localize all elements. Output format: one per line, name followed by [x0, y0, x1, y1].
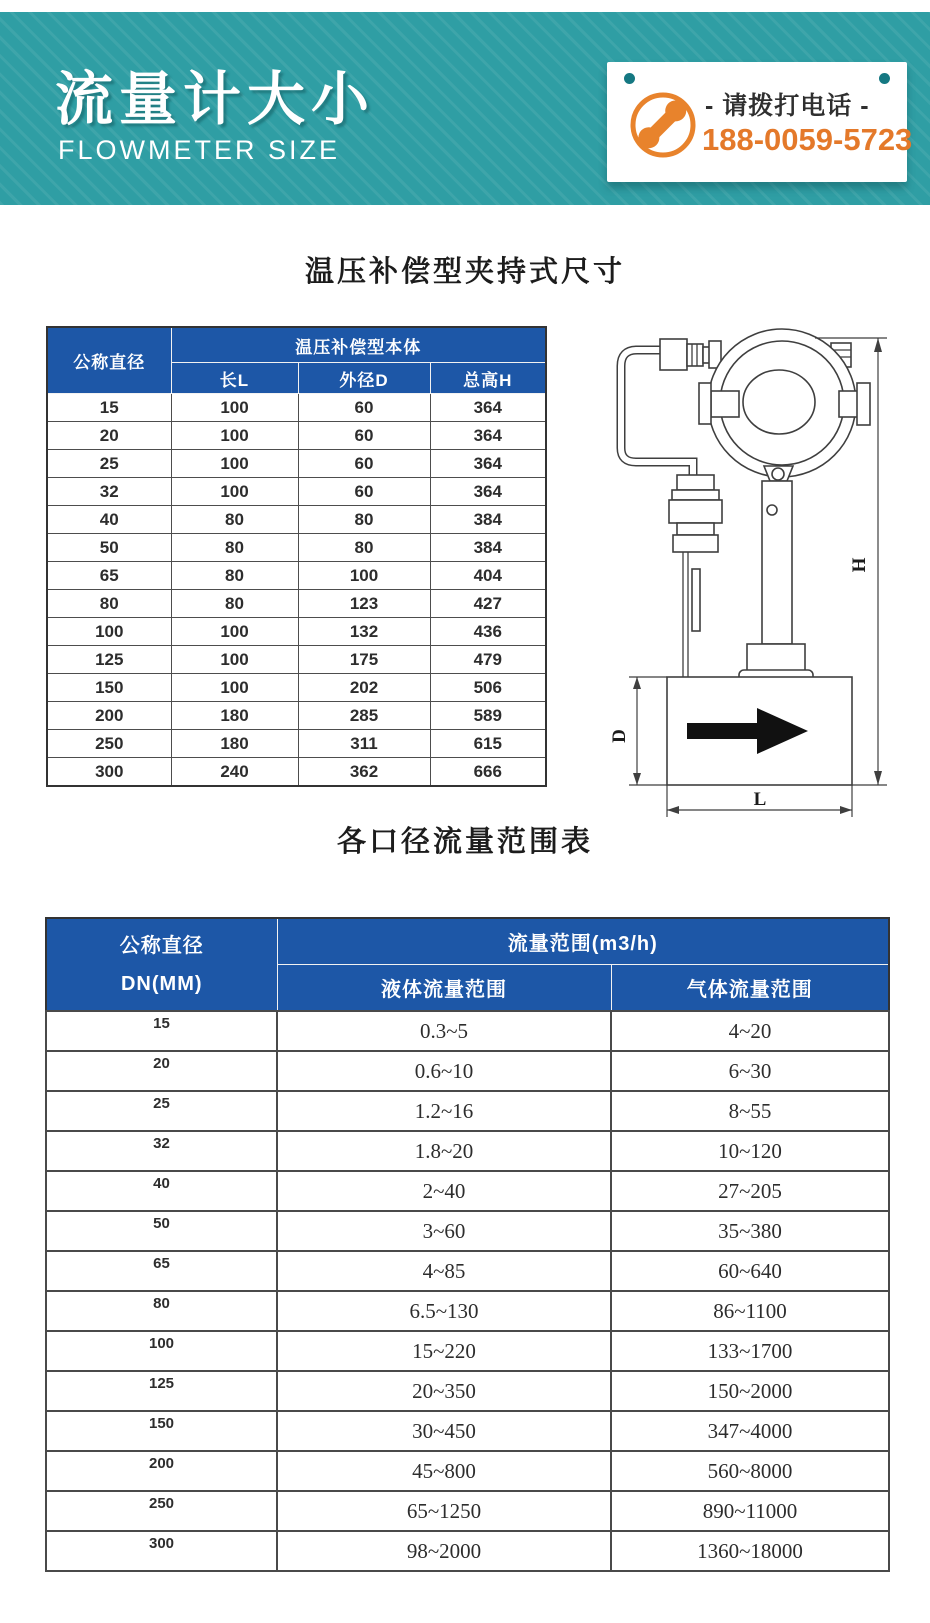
header-banner	[0, 12, 930, 205]
table-cell: 60~640	[611, 1251, 889, 1291]
phone-call-label: - 请拨打电话 -	[705, 92, 870, 120]
phone-number: 188-0059-5723	[702, 122, 913, 157]
table-cell: 666	[430, 758, 546, 787]
top-fitting	[660, 339, 721, 370]
table-cell: 100	[171, 618, 298, 646]
section2-title: 各口径流量范围表	[336, 826, 593, 858]
table-cell: 20~350	[277, 1371, 611, 1411]
table-cell: 100	[47, 618, 171, 646]
table-row	[47, 478, 546, 506]
table-cell: 40	[46, 1171, 277, 1211]
table-row	[47, 730, 546, 758]
table-row	[47, 422, 546, 450]
table-cell: 890~11000	[611, 1491, 889, 1531]
table-cell: 6.5~130	[277, 1291, 611, 1331]
table-cell: 362	[298, 758, 430, 787]
table-cell: 60	[298, 422, 430, 450]
dimension-d-label: D	[609, 729, 630, 743]
table-row	[46, 1251, 889, 1291]
table-cell: 200	[46, 1451, 277, 1491]
table-cell: 80	[298, 506, 430, 534]
phone-icon	[627, 89, 699, 161]
table-cell: 30~450	[277, 1411, 611, 1451]
table-row	[46, 1331, 889, 1371]
table-cell: 0.3~5	[277, 1011, 611, 1051]
table-cell: 60	[298, 478, 430, 506]
section1-title: 温压补偿型夹持式尺寸	[304, 256, 625, 288]
table-row	[46, 1411, 889, 1451]
table-cell: 32	[47, 478, 171, 506]
table-row	[47, 618, 546, 646]
table-cell: 100	[298, 562, 430, 590]
table-cell: 80	[47, 590, 171, 618]
col-header-gas-range: 气体流量范围	[611, 965, 889, 1012]
table-cell: 4~20	[611, 1011, 889, 1051]
table-cell: 150	[47, 674, 171, 702]
table-cell: 384	[430, 534, 546, 562]
table-cell: 347~4000	[611, 1411, 889, 1451]
table-cell: 250	[47, 730, 171, 758]
table-cell: 364	[430, 394, 546, 422]
dimension-l	[667, 785, 852, 817]
table-cell: 50	[46, 1211, 277, 1251]
table-cell: 427	[430, 590, 546, 618]
table-row	[47, 702, 546, 730]
table-cell: 25	[47, 450, 171, 478]
table-row	[46, 1091, 889, 1131]
table-cell: 100	[171, 394, 298, 422]
table-cell: 364	[430, 422, 546, 450]
col-header-nominal-diameter: 公称直径	[47, 327, 171, 394]
table-cell: 240	[171, 758, 298, 787]
table-cell: 133~1700	[611, 1331, 889, 1371]
table-cell: 150	[46, 1411, 277, 1451]
table-cell: 175	[298, 646, 430, 674]
table-cell: 123	[298, 590, 430, 618]
table-cell: 364	[430, 478, 546, 506]
dimensions-table	[46, 326, 547, 787]
table-row	[47, 562, 546, 590]
col-header-liquid-range: 液体流量范围	[277, 965, 611, 1012]
table-cell: 200	[47, 702, 171, 730]
table-row	[46, 1491, 889, 1531]
table-cell: 15	[47, 394, 171, 422]
table-cell: 100	[171, 646, 298, 674]
table-row	[47, 674, 546, 702]
table-cell: 2~40	[277, 1171, 611, 1211]
table-cell: 80	[298, 534, 430, 562]
table-cell: 35~380	[611, 1211, 889, 1251]
table-cell: 180	[171, 730, 298, 758]
table-cell: 125	[46, 1371, 277, 1411]
table-row	[47, 450, 546, 478]
col-header-dn-line2: DN(MM)	[120, 972, 203, 995]
table-cell: 615	[430, 730, 546, 758]
table-cell: 180	[171, 702, 298, 730]
table-cell: 100	[171, 674, 298, 702]
table-cell: 0.6~10	[277, 1051, 611, 1091]
col-header-total-height: 总高H	[430, 363, 546, 394]
table-cell: 80	[171, 506, 298, 534]
col-header-outer-diameter: 外径D	[298, 363, 430, 394]
table-cell: 1360~18000	[611, 1531, 889, 1571]
dimension-d	[609, 677, 667, 785]
pin-dot-right	[879, 73, 890, 84]
table-cell: 506	[430, 674, 546, 702]
table-cell: 100	[171, 478, 298, 506]
table-cell: 25	[46, 1091, 277, 1131]
table-cell: 60	[298, 450, 430, 478]
table-cell: 65	[47, 562, 171, 590]
table-cell: 150~2000	[611, 1371, 889, 1411]
col-header-body-group: 温压补偿型本体	[171, 327, 546, 363]
table-cell: 80	[171, 562, 298, 590]
table-cell: 560~8000	[611, 1451, 889, 1491]
table-cell: 80	[171, 534, 298, 562]
table-cell: 300	[46, 1531, 277, 1571]
table-row	[46, 1131, 889, 1171]
table-cell: 8~55	[611, 1091, 889, 1131]
flow-range-table	[45, 917, 890, 1572]
table-cell: 479	[430, 646, 546, 674]
dimension-l-label: L	[753, 789, 767, 810]
table-cell: 202	[298, 674, 430, 702]
table-cell: 80	[171, 590, 298, 618]
table-cell: 40	[47, 506, 171, 534]
meter-body	[667, 677, 852, 785]
table-cell: 300	[47, 758, 171, 787]
phone-card	[607, 62, 913, 182]
col-header-length: 长L	[171, 363, 298, 394]
table-cell: 404	[430, 562, 546, 590]
table-cell: 60	[298, 394, 430, 422]
table-cell: 6~30	[611, 1051, 889, 1091]
stem	[739, 466, 813, 687]
dimension-h-label: H	[849, 557, 870, 573]
table-row	[46, 1291, 889, 1331]
transmitter-head	[699, 329, 870, 477]
table-row	[46, 1531, 889, 1571]
table-cell: 98~2000	[277, 1531, 611, 1571]
table-row	[47, 394, 546, 422]
table-cell: 311	[298, 730, 430, 758]
table-cell: 250	[46, 1491, 277, 1531]
table-cell: 3~60	[277, 1211, 611, 1251]
table-cell: 1.2~16	[277, 1091, 611, 1131]
page-title: 流量计大小	[55, 67, 376, 132]
table-cell: 100	[171, 450, 298, 478]
table-row	[46, 1211, 889, 1251]
table-cell: 364	[430, 450, 546, 478]
table-cell: 80	[46, 1291, 277, 1331]
table-row	[47, 590, 546, 618]
table-row	[47, 758, 546, 787]
table-cell: 4~85	[277, 1251, 611, 1291]
table-cell: 86~1100	[611, 1291, 889, 1331]
table-cell: 125	[47, 646, 171, 674]
table-cell: 100	[46, 1331, 277, 1371]
table-row	[46, 1451, 889, 1491]
table-row	[46, 1371, 889, 1411]
table-cell: 65~1250	[277, 1491, 611, 1531]
table-cell: 132	[298, 618, 430, 646]
table-cell: 100	[171, 422, 298, 450]
valve-stack	[669, 475, 722, 677]
table-cell: 65	[46, 1251, 277, 1291]
table-row	[46, 1011, 889, 1051]
table-cell: 10~120	[611, 1131, 889, 1171]
table-cell: 384	[430, 506, 546, 534]
col-header-dn	[46, 918, 277, 1011]
table-cell: 15	[46, 1011, 277, 1051]
table-cell: 285	[298, 702, 430, 730]
table-cell: 32	[46, 1131, 277, 1171]
col-header-flow-range-group: 流量范围(m3/h)	[277, 918, 889, 965]
table-row	[47, 506, 546, 534]
table-cell: 45~800	[277, 1451, 611, 1491]
table-cell: 20	[47, 422, 171, 450]
table-cell: 589	[430, 702, 546, 730]
pin-dot-left	[624, 73, 635, 84]
table-cell: 436	[430, 618, 546, 646]
table-cell: 20	[46, 1051, 277, 1091]
table-row	[46, 1171, 889, 1211]
page-subtitle: FLOWMETER SIZE	[58, 135, 341, 165]
table-cell: 1.8~20	[277, 1131, 611, 1171]
table-row	[47, 646, 546, 674]
col-header-dn-line1: 公称直径	[119, 934, 204, 957]
table-row	[47, 534, 546, 562]
table-cell: 50	[47, 534, 171, 562]
table-cell: 15~220	[277, 1331, 611, 1371]
table-row	[46, 1051, 889, 1091]
table-cell: 27~205	[611, 1171, 889, 1211]
flowmeter-diagram	[575, 303, 925, 823]
